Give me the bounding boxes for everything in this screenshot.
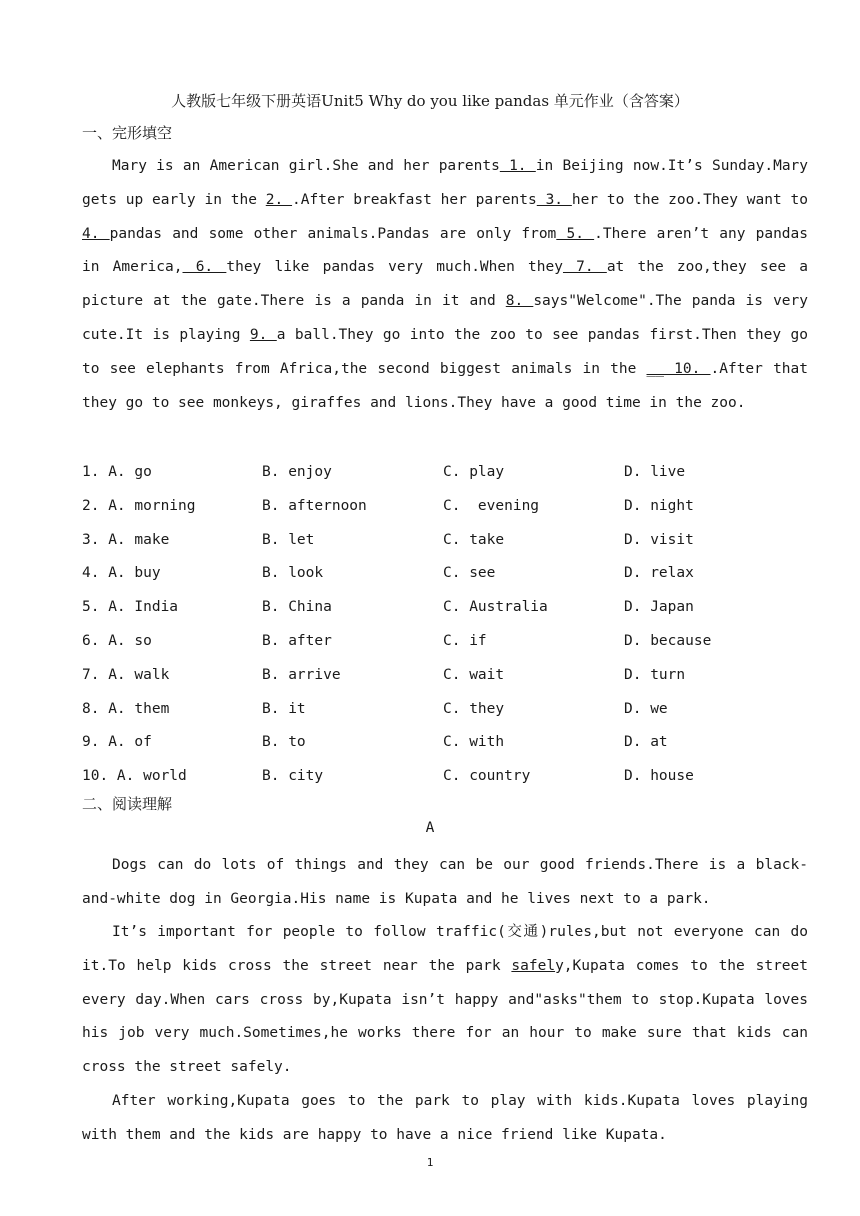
options-list bbox=[82, 456, 808, 794]
cloze-text: at the zoo,they see a picture at the gate.There is a panda in it and bbox=[82, 259, 809, 310]
option-c: C. if bbox=[443, 632, 487, 649]
option-c: C. with bbox=[443, 734, 505, 751]
option-a: 7. A. walk bbox=[82, 666, 170, 683]
option-d: D. relax bbox=[624, 565, 694, 582]
cloze-text: .After breakfast her parents bbox=[292, 191, 537, 208]
reading-text: Dogs can do lots of things and they can be our good friends.There is a black- and-white dog in Georgia.His name is Kupata and he lives next to a park. bbox=[82, 857, 808, 907]
blank-3: 3. bbox=[536, 191, 572, 208]
cloze-text: pandas and some other animals.Pandas are only from bbox=[109, 225, 557, 242]
blank-2: 2. bbox=[265, 191, 293, 208]
option-b: B. arrive bbox=[262, 666, 341, 683]
reading-text: It’s important for people to follow traffic(交通)rules,but not everyone can do it.To help kids cross the street near the park bbox=[82, 924, 808, 974]
option-c: C. country bbox=[443, 768, 531, 785]
blank-4: 4. bbox=[82, 225, 110, 242]
cloze-text: a ball.They go into the zoo to see pandas first.Then they go to see elephants from Africa,the second biggest animals in the bbox=[82, 326, 808, 377]
option-row bbox=[82, 557, 808, 591]
option-d: D. turn bbox=[624, 666, 686, 683]
option-d: D. visit bbox=[624, 531, 694, 548]
reading-paragraph-1 bbox=[82, 849, 808, 917]
page-number: 1 bbox=[426, 1156, 434, 1169]
option-d: D. Japan bbox=[624, 599, 694, 616]
option-row bbox=[82, 693, 808, 727]
cloze-text: they like pandas very much.When they bbox=[226, 259, 563, 276]
option-row bbox=[82, 625, 808, 659]
option-a: 10. A. world bbox=[82, 768, 187, 785]
option-a: 2. A. morning bbox=[82, 497, 196, 514]
option-a: 9. A. of bbox=[82, 734, 152, 751]
option-c: C. Australia bbox=[443, 599, 548, 616]
option-a: 1. A. go bbox=[82, 464, 152, 480]
option-d: D. house bbox=[624, 768, 694, 785]
reading-text: y,Kupata comes to the street every day.When cars cross by,Kupata isn’t happy and"asks"them to stop.Kupata loves his job very much.Sometimes,he works there for an hour to make sure that kids can cross the street safely. bbox=[82, 957, 808, 1076]
option-b: B. after bbox=[262, 632, 332, 649]
blank-6: 6. bbox=[182, 259, 227, 276]
reading-text: After working,Kupata goes to the park to play with kids.Kupata loves playing with them and the kids are happy to have a nice friend like Kupata. bbox=[82, 1093, 808, 1143]
option-c: C. they bbox=[443, 700, 505, 717]
option-c: C. play bbox=[443, 464, 505, 480]
option-a: 5. A. India bbox=[82, 599, 179, 616]
option-c: C. see bbox=[443, 565, 496, 582]
section-heading-cloze: 一、完形填空 bbox=[82, 124, 173, 142]
option-row bbox=[82, 591, 808, 625]
reading-paragraph-2 bbox=[82, 916, 808, 1085]
option-c: C. evening bbox=[443, 497, 540, 514]
blank-10: __ 10. bbox=[646, 360, 711, 377]
blank-1: 1. bbox=[499, 158, 536, 174]
cloze-text: .After that they go to see monkeys, giraffes and lions.They have a good time in the zoo. bbox=[82, 360, 808, 411]
document-title: 人教版七年级下册英语Unit5 Why do you like pandas 单元作业（含答案） bbox=[171, 92, 689, 110]
option-row bbox=[82, 456, 808, 490]
option-c: C. wait bbox=[443, 666, 505, 683]
option-a: 8. A. them bbox=[82, 700, 170, 717]
option-a: 4. A. buy bbox=[82, 565, 161, 582]
option-c: C. take bbox=[443, 531, 505, 548]
reading-paragraph-3 bbox=[82, 1085, 808, 1153]
cloze-text: Mary is an American girl.She and her parents bbox=[112, 158, 500, 174]
option-b: B. it bbox=[262, 700, 306, 717]
option-d: D. live bbox=[624, 464, 686, 480]
option-d: D. at bbox=[624, 734, 668, 751]
cloze-passage bbox=[82, 150, 808, 420]
option-b: B. let bbox=[262, 531, 315, 548]
blank-8: 8. bbox=[505, 293, 534, 310]
passage-label: A bbox=[425, 820, 435, 836]
option-b: B. look bbox=[262, 565, 324, 582]
cloze-text: says"Welcome".The panda is very cute.It is playing bbox=[82, 293, 808, 343]
option-b: B. to bbox=[262, 734, 306, 751]
option-row bbox=[82, 524, 808, 558]
blank-9: 9. bbox=[249, 326, 277, 343]
cloze-text: in Beijing now.It’s Sunday.Mary gets up early in the bbox=[82, 158, 809, 208]
section-heading-reading: 二、阅读理解 bbox=[82, 795, 173, 813]
option-b: B. enjoy bbox=[262, 464, 332, 480]
option-row bbox=[82, 659, 808, 693]
option-a: 6. A. so bbox=[82, 632, 152, 649]
underlined-word: safel bbox=[511, 957, 556, 974]
blank-5: 5. bbox=[556, 225, 595, 242]
blank-7: 7. bbox=[562, 259, 607, 276]
option-b: B. afternoon bbox=[262, 497, 367, 514]
option-b: B. China bbox=[262, 599, 332, 616]
cloze-text: .There aren’t any pandas in America, bbox=[82, 225, 808, 276]
option-row bbox=[82, 726, 808, 760]
option-d: D. night bbox=[624, 497, 694, 514]
cloze-text: her to the zoo.They want to bbox=[571, 191, 809, 208]
option-d: D. because bbox=[624, 632, 712, 649]
option-row bbox=[82, 760, 808, 794]
option-row bbox=[82, 490, 808, 524]
option-d: D. we bbox=[624, 700, 668, 717]
option-b: B. city bbox=[262, 768, 324, 785]
option-a: 3. A. make bbox=[82, 531, 170, 548]
